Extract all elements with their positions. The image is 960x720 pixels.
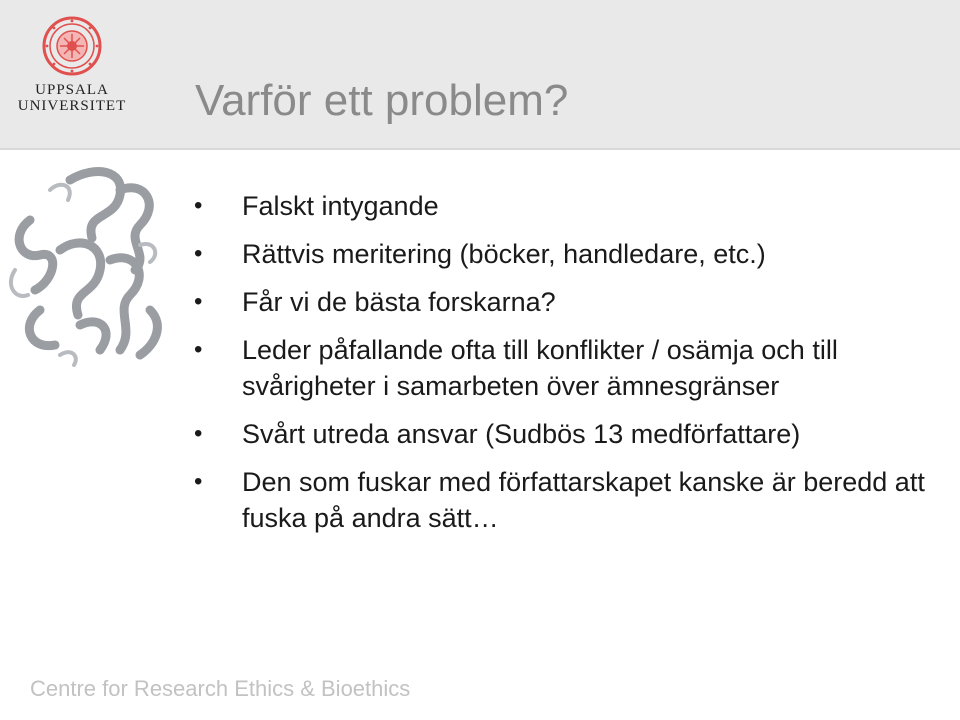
uppsala-university-seal-icon bbox=[42, 16, 102, 76]
header-band bbox=[0, 0, 960, 150]
bullet-text: Leder påfallande ofta till konflikter / osämja och till svårigheter i samarbeten över ämnesgränser bbox=[242, 335, 838, 401]
logo-line-uppsala: UPPSALA bbox=[35, 82, 109, 98]
logo-line-universitet: UNIVERSITET bbox=[17, 98, 127, 114]
bullet-dot: • bbox=[194, 192, 203, 219]
footer-text: Centre for Research Ethics & Bioethics bbox=[30, 676, 411, 701]
decorative-art-panel bbox=[0, 150, 170, 370]
bullet-dot: • bbox=[194, 420, 203, 447]
bullet-item-1 bbox=[190, 188, 940, 224]
bullet-text: Den som fuskar med författarskapet kanske är beredd att fuska på andra sätt… bbox=[242, 467, 925, 533]
calligraphic-pattern-icon bbox=[0, 150, 170, 370]
university-logo bbox=[16, 16, 128, 126]
bullet-item-4 bbox=[190, 332, 940, 404]
bullet-text: Får vi de bästa forskarna? bbox=[242, 287, 556, 317]
bullet-item-3 bbox=[190, 284, 940, 320]
bullet-dot: • bbox=[194, 288, 203, 315]
bullet-dot: • bbox=[194, 240, 203, 267]
bullet-item-6 bbox=[190, 464, 940, 536]
bullet-text: Svårt utreda ansvar (Sudbös 13 medförfattare) bbox=[242, 419, 801, 449]
bullet-text: Falskt intygande bbox=[242, 191, 439, 221]
bullet-text: Rättvis meritering (böcker, handledare, etc.) bbox=[242, 239, 766, 269]
bullet-item-2 bbox=[190, 236, 940, 272]
bullet-item-5 bbox=[190, 416, 940, 452]
bullet-dot: • bbox=[194, 468, 203, 495]
bullet-dot: • bbox=[194, 336, 203, 363]
slide-title: Varför ett problem? bbox=[195, 76, 569, 125]
bullet-list bbox=[190, 188, 940, 548]
